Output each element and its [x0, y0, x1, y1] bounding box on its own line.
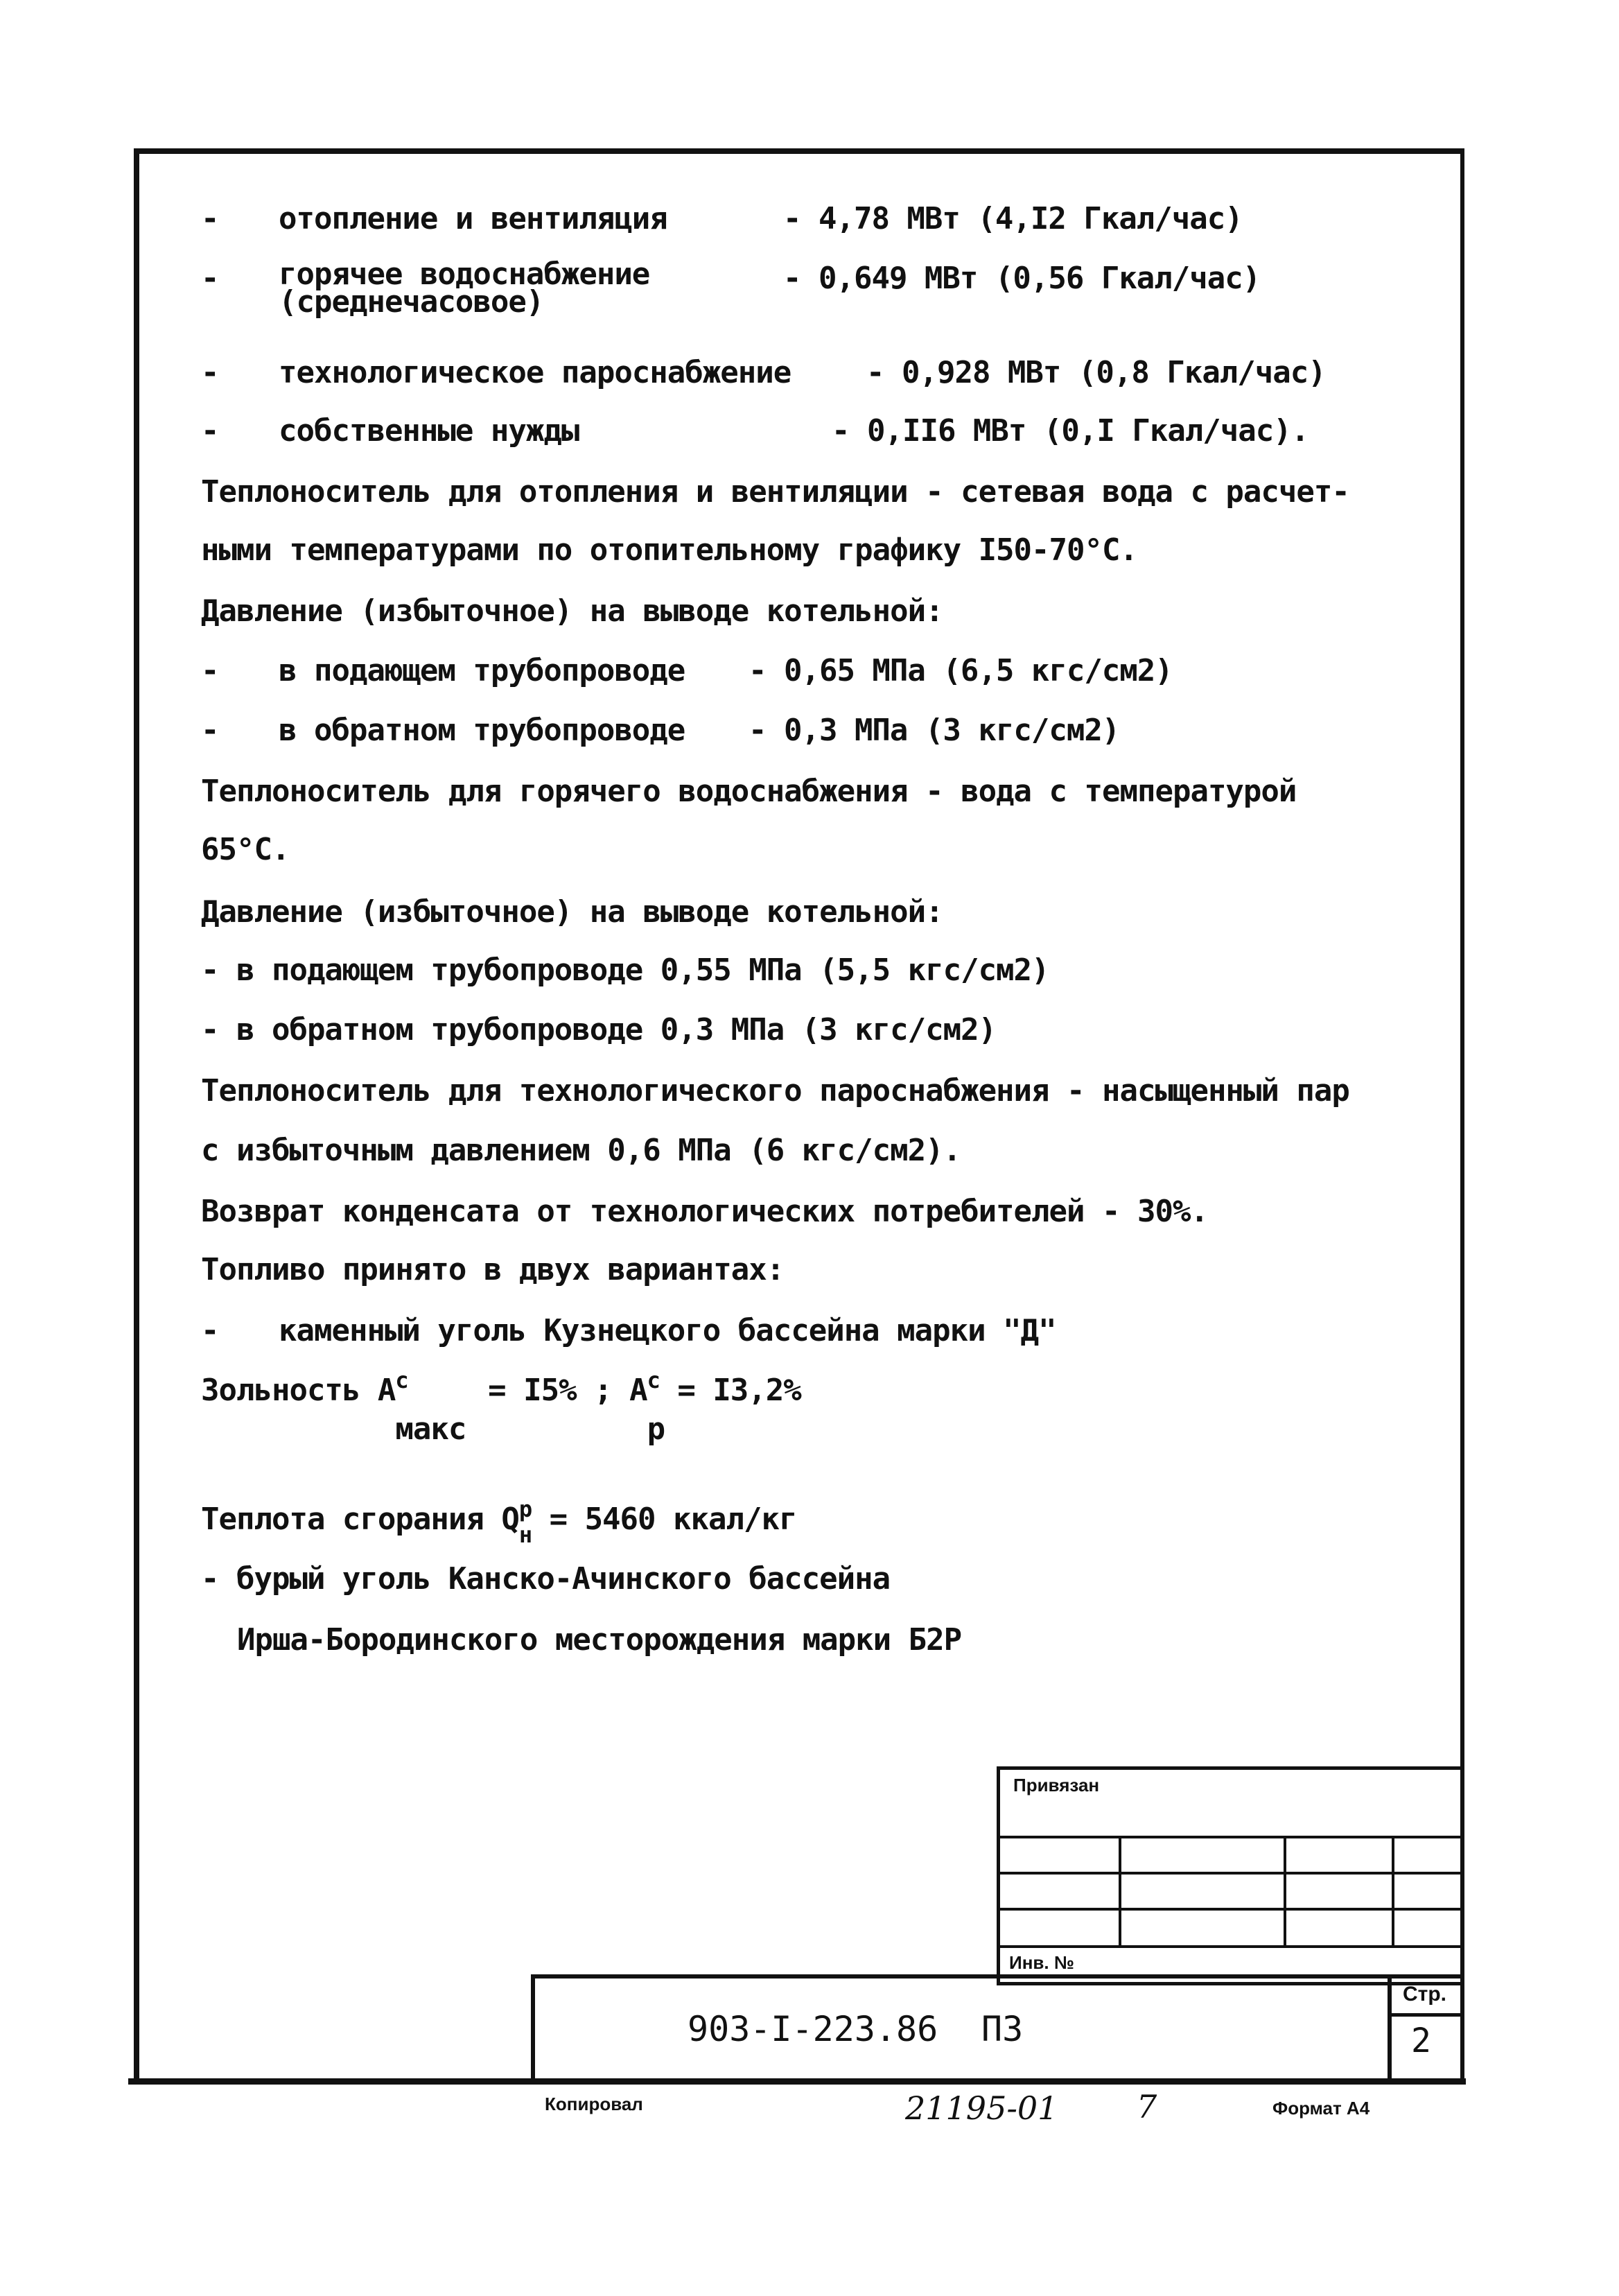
- list-item-value: - 0,928 МВт (0,8 Гкал/час): [866, 355, 1326, 390]
- ash-sub-1: макс: [395, 1411, 466, 1447]
- paragraph-line: - в подающем трубопроводе 0,55 МПа (5,5 кгс/см2): [201, 953, 1049, 988]
- list-item-label: собственные нужды: [279, 413, 579, 449]
- heat-end: = 5460 ккал/кг: [532, 1502, 797, 1537]
- heat-index: [518, 1496, 532, 1548]
- table-rule: [1388, 1974, 1392, 2082]
- ash-sup-1: с: [395, 1367, 408, 1393]
- list-item-label: каменный уголь Кузнецкого бассейна марки "Д": [279, 1313, 1056, 1348]
- sheet-number: 7: [1137, 2088, 1157, 2125]
- list-item-value: - 4,78 МВт (4,I2 Гкал/час): [783, 201, 1243, 236]
- list-item-value: - 0,65 МПа (6,5 кгс/см2): [749, 653, 1173, 688]
- heat-sup: р: [518, 1496, 532, 1522]
- ash-mid: = I5% ; А: [470, 1373, 647, 1408]
- list-item-label-line2: (среднечасовое): [279, 284, 544, 320]
- paragraph-line: Давление (избыточное) на выводе котельной:: [201, 894, 943, 930]
- format-label: Формат А4: [1272, 2098, 1370, 2119]
- list-item-value: - 0,II6 МВт (0,I Гкал/час).: [832, 413, 1309, 449]
- ash-index-2: [647, 1367, 665, 1447]
- privyazan-label: Привязан: [1013, 1775, 1100, 1795]
- table-rule: [1392, 1836, 1394, 1948]
- table-rule: [1284, 1836, 1286, 1948]
- page-label: Стр.: [1403, 1983, 1447, 2006]
- inv-no-label: Инв. №: [1009, 1952, 1074, 1973]
- list-dash: -: [201, 653, 219, 688]
- list-item-label: [279, 256, 650, 320]
- list-item-label: отопление и вентиляция: [279, 201, 667, 236]
- list-dash: -: [201, 201, 219, 236]
- heat-label: Теплота сгорания Q: [201, 1502, 519, 1537]
- order-number: 21195-01: [905, 2089, 1058, 2127]
- ash-label: Зольность А: [201, 1373, 396, 1408]
- heat-formula: [201, 1496, 797, 1548]
- document-code: 903-I-223.86: [688, 2009, 938, 2049]
- list-item-value: - 0,3 МПа (3 кгс/см2): [749, 713, 1120, 748]
- list-dash: -: [201, 713, 219, 748]
- paragraph-line: ными температурами по отопительному графику I50-70°С.: [201, 532, 1137, 568]
- list-dash: -: [201, 413, 219, 449]
- heat-sub: н: [518, 1522, 532, 1548]
- paragraph-line: с избыточным давлением 0,6 МПа (6 кгс/см2).: [201, 1133, 961, 1168]
- paragraph-line: Теплоноситель для горячего водоснабжения - вода с температурой: [201, 774, 1297, 809]
- document-type: ПЗ: [981, 2009, 1024, 2049]
- paragraph-line: - в обратном трубопроводе 0,3 МПа (3 кгс/см2): [201, 1012, 997, 1047]
- paragraph-line: Топливо принято в двух вариантах:: [201, 1252, 785, 1287]
- ash-formula: [201, 1367, 801, 1447]
- paragraph-line: Теплоноситель для отопления и вентиляции - сетевая вода с расчет-: [201, 474, 1349, 510]
- ash-index-1: [395, 1367, 466, 1447]
- list-dash: -: [201, 1313, 219, 1348]
- paragraph-line: Давление (избыточное) на выводе котельной:: [201, 593, 943, 629]
- paragraph-line: Теплоноситель для технологического пароснабжения - насыщенный пар: [201, 1073, 1349, 1108]
- page-number: 2: [1411, 2021, 1431, 2060]
- paragraph-line: Ирша-Бородинского месторождения марки Б2Р: [237, 1622, 962, 1658]
- list-item-label: в подающем трубопроводе: [279, 653, 685, 688]
- paragraph-line: 65°С.: [201, 832, 290, 867]
- table-rule: [1119, 1836, 1121, 1948]
- list-item-value: - 0,649 МВт (0,56 Гкал/час): [783, 261, 1261, 296]
- list-item-label: технологическое пароснабжение: [279, 355, 791, 390]
- ash-sub-2: р: [647, 1411, 665, 1447]
- ash-end: = I3,2%: [659, 1373, 801, 1408]
- list-item-label: в обратном трубопроводе: [279, 713, 685, 748]
- paragraph-line: - бурый уголь Канско-Ачинского бассейна: [201, 1561, 891, 1597]
- list-dash: -: [201, 261, 219, 296]
- list-dash: -: [201, 355, 219, 390]
- paragraph-line: Возврат конденсата от технологических потребителей - 30%.: [201, 1194, 1208, 1229]
- kopiroval-label: Копировал: [545, 2094, 643, 2114]
- list-item-label-line1: горячее водоснабжение: [279, 256, 650, 292]
- table-rule: [1388, 2013, 1464, 2017]
- ash-sup-2: с: [647, 1367, 660, 1393]
